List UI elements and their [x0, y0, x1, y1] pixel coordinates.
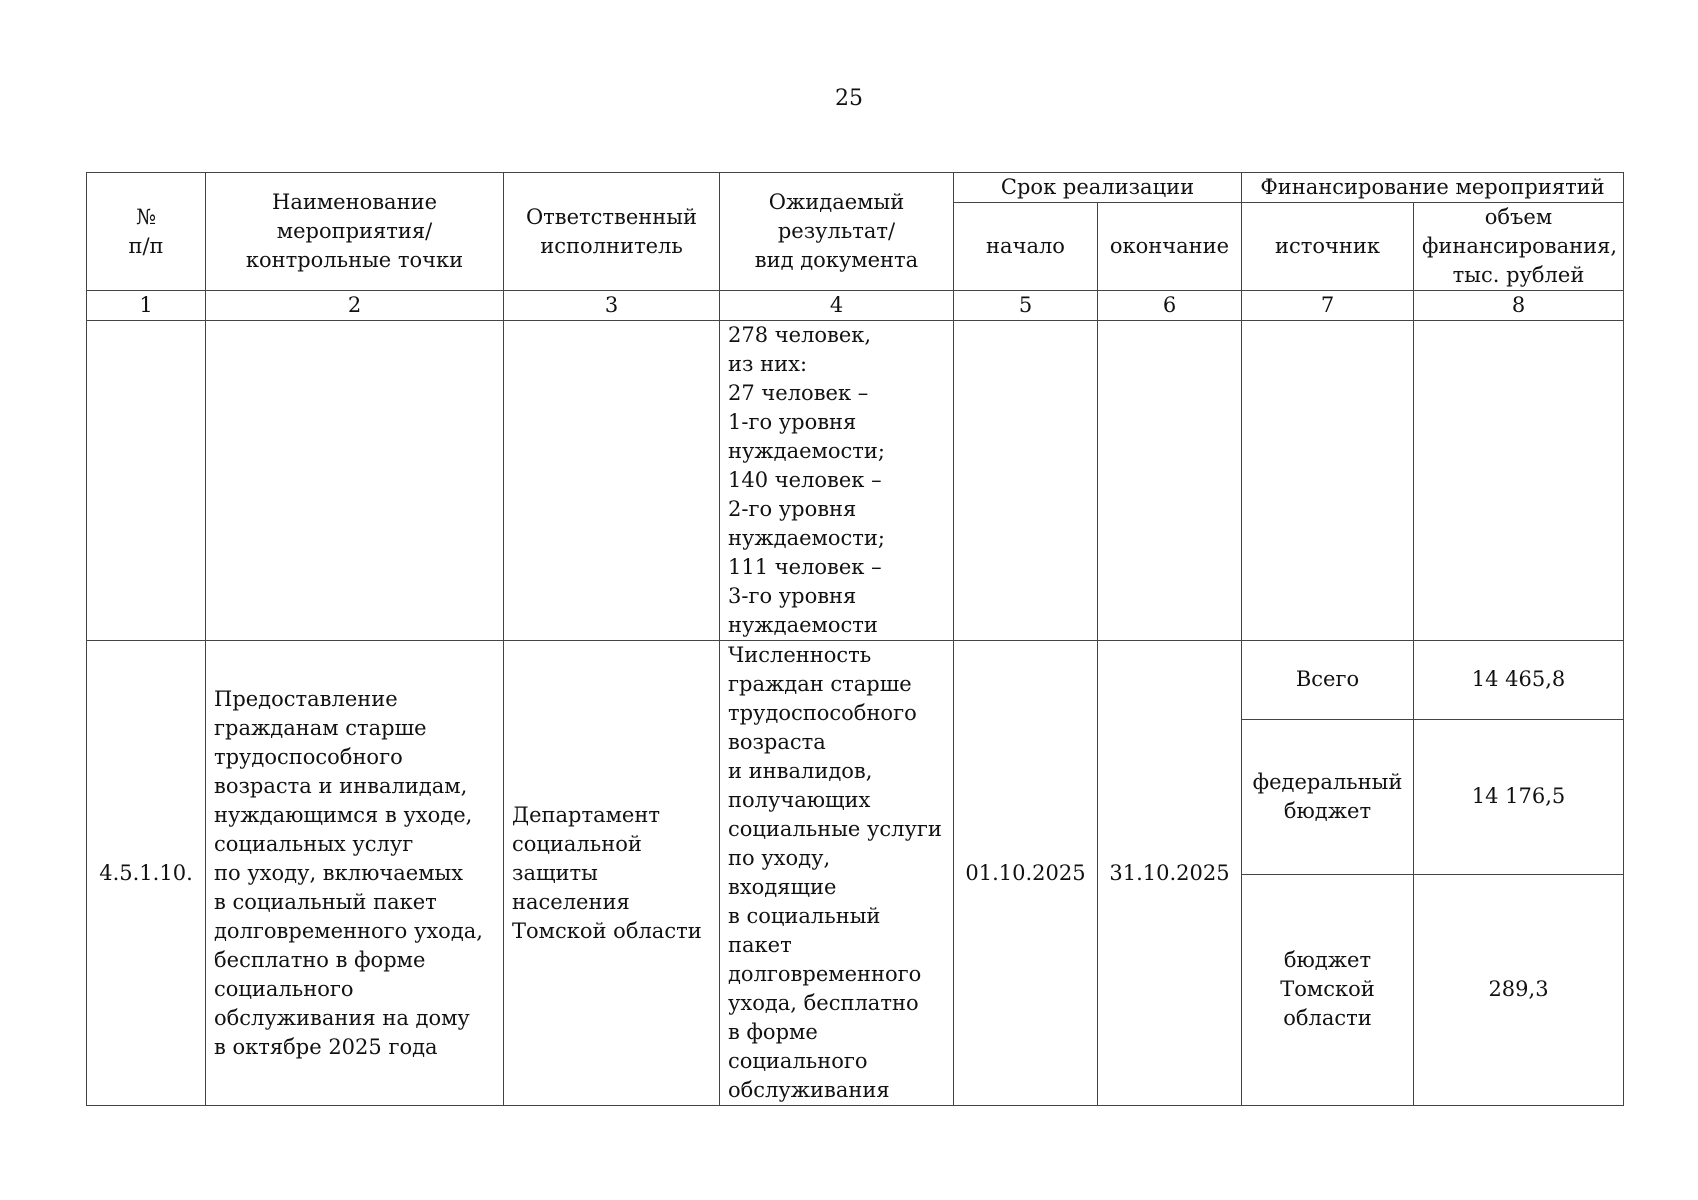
continuation-end-cell — [1098, 321, 1242, 641]
page-number: 25 — [835, 86, 863, 111]
header-finance-source: источник — [1242, 203, 1414, 291]
column-number: 2 — [206, 291, 504, 321]
finance-source: Всего — [1242, 641, 1414, 720]
continuation-row — [87, 321, 1624, 641]
finance-amount: 14 465,8 — [1414, 641, 1624, 720]
row-result: Численность граждан старше трудоспособного возраста и инвалидов, получающих социальные услуги по уходу, входящие в социальный пакет долговременного ухода, бесплатно в форме социального обслуживания — [720, 641, 954, 1106]
header-row — [87, 173, 1624, 203]
header-term-group: Срок реализации — [954, 173, 1242, 203]
finance-source: бюджет Томской области — [1242, 874, 1414, 1105]
row-name: Предоставление гражданам старше трудоспособного возраста и инвалидам, нуждающимся в уходе, социальных услуг по уходу, включаемых в социальный пакет долговременного ухода, бесплатно в форме социального обслуживания на дому в октябре 2025 года — [206, 641, 504, 1106]
row-num: 4.5.1.10. — [87, 641, 206, 1106]
header-result: Ожидаемый результат/ вид документа — [720, 173, 954, 291]
header-name: Наименование мероприятия/ контрольные точки — [206, 173, 504, 291]
column-number: 7 — [1242, 291, 1414, 321]
header-term-start: начало — [954, 203, 1098, 291]
finance-amount: 14 176,5 — [1414, 719, 1624, 874]
row-executor: Департамент социальной защиты населения Томской области — [504, 641, 720, 1106]
finance-source: федеральный бюджет — [1242, 719, 1414, 874]
continuation-amount-cell — [1414, 321, 1624, 641]
header-executor: Ответственный исполнитель — [504, 173, 720, 291]
column-number: 5 — [954, 291, 1098, 321]
column-number: 6 — [1098, 291, 1242, 321]
header-finance-group: Финансирование мероприятий — [1242, 173, 1624, 203]
measures-table — [86, 172, 1624, 1106]
column-number-row — [87, 291, 1624, 321]
continuation-executor-cell — [504, 321, 720, 641]
continuation-start-cell — [954, 321, 1098, 641]
continuation-source-cell — [1242, 321, 1414, 641]
column-number: 1 — [87, 291, 206, 321]
header-finance-volume: объем финансирования, тыс. рублей — [1414, 203, 1624, 291]
header-num: № п/п — [87, 173, 206, 291]
continuation-name-cell — [206, 321, 504, 641]
column-number: 3 — [504, 291, 720, 321]
table-row — [87, 641, 1624, 720]
finance-amount: 289,3 — [1414, 874, 1624, 1105]
continuation-result: 278 человек, из них: 27 человек – 1-го уровня нуждаемости; 140 человек – 2-го уровня нуждаемости; 111 человек – 3-го уровня нуждаемости — [720, 321, 954, 641]
column-number: 4 — [720, 291, 954, 321]
row-end-date: 31.10.2025 — [1098, 641, 1242, 1106]
header-term-end: окончание — [1098, 203, 1242, 291]
continuation-num-cell — [87, 321, 206, 641]
row-start-date: 01.10.2025 — [954, 641, 1098, 1106]
column-number: 8 — [1414, 291, 1624, 321]
